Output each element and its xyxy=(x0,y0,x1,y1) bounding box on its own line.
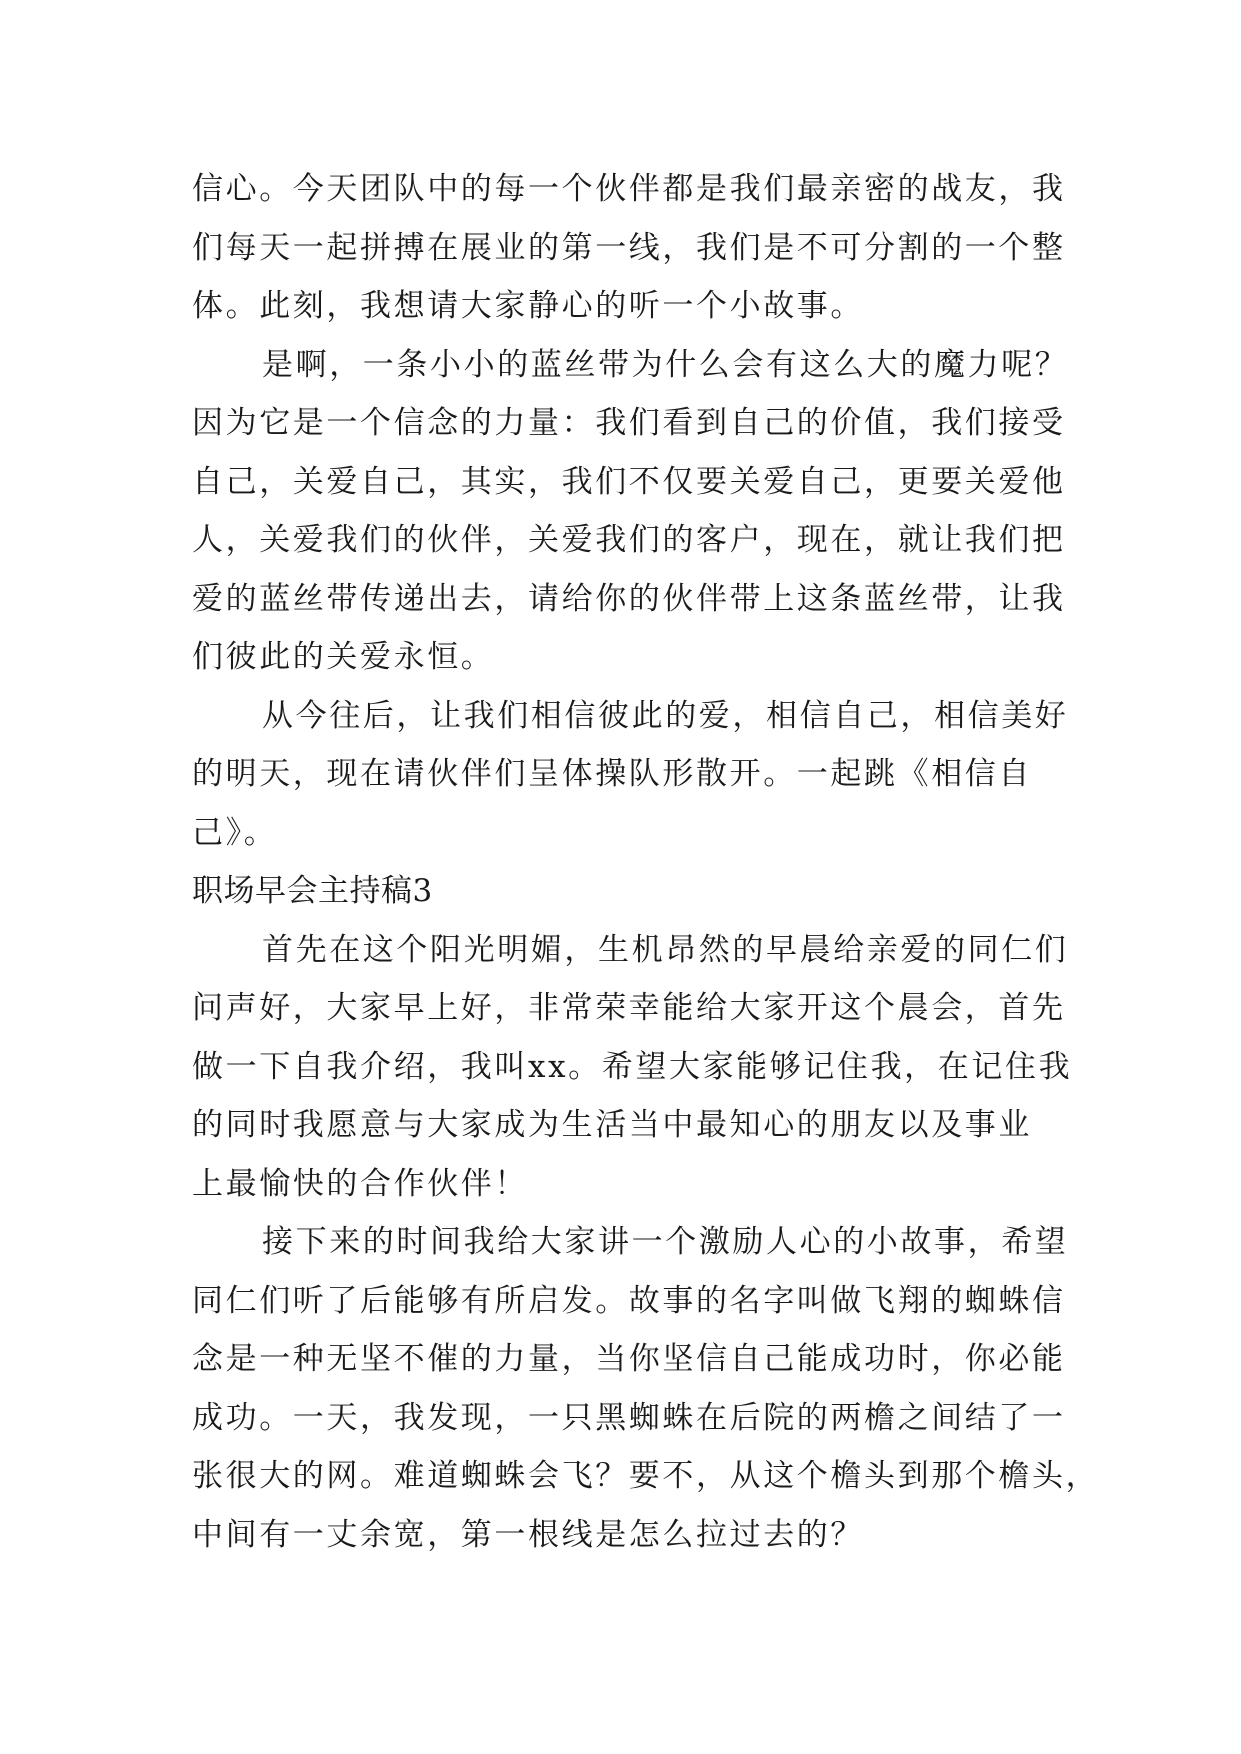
text-line: 因为它是一个信念的力量：我们看到自己的价值，我们接受 xyxy=(192,405,1066,441)
text-line: 们彼此的关爱永恒。 xyxy=(192,639,495,675)
text-line: 问声好，大家早上好，非常荣幸能给大家开这个晨会，首先 xyxy=(192,990,1066,1026)
text-line: 是啊，一条小小的蓝丝带为什么会有这么大的魔力呢？ xyxy=(262,346,1069,383)
paragraph-blue-ribbon xyxy=(192,336,1069,687)
text-line: 从今往后，让我们相信彼此的爱，相信自己，相信美好 xyxy=(262,697,1069,734)
document-body xyxy=(192,160,1100,1564)
text-line: 接下来的时间我给大家讲一个激励人心的小故事，希望 xyxy=(262,1224,1069,1260)
text-line: 们每天一起拼搏在展业的第一线，我们是不可分割的一个整 xyxy=(192,229,1066,266)
text-line: 的明天，现在请伙伴们呈体操队形散开。一起跳《相信自 xyxy=(192,756,1032,792)
text-line: 张很大的网。难道蜘蛛会飞？要不，从这个檐头到那个檐头， xyxy=(192,1458,1100,1494)
text-line: 上最愉快的合作伙伴！ xyxy=(192,1165,528,1202)
text-line: 念是一种无坚不催的力量，当你坚信自己能成功时，你必能 xyxy=(192,1341,1066,1377)
text-line: 信心。今天团队中的每一个伙伴都是我们最亲密的战友，我 xyxy=(192,171,1066,207)
paragraph-spider-story xyxy=(192,1213,1100,1564)
text-line: 成功。一天，我发现，一只黑蜘蛛在后院的两檐之间结了一 xyxy=(192,1399,1066,1436)
text-line: 自己，关爱自己，其实，我们不仅要关爱自己，更要关爱他 xyxy=(192,463,1066,500)
text-line: 爱的蓝丝带传递出去，请给你的伙伴带上这条蓝丝带，让我 xyxy=(192,580,1066,617)
text-line: 的同时我愿意与大家成为生活当中最知心的朋友以及事业 xyxy=(192,1107,1032,1143)
text-line: 首先在这个阳光明媚，生机昂然的早晨给亲爱的同仁们 xyxy=(262,931,1069,968)
paragraph-believe-yourself xyxy=(192,687,1069,863)
text-line: 人，关爱我们的伙伴，关爱我们的客户，现在，就让我们把 xyxy=(192,522,1066,558)
section-heading: 职场早会主持稿3 xyxy=(192,873,433,909)
text-line: 己》。 xyxy=(192,814,278,851)
text-line: 体。此刻，我想请大家静心的听一个小故事。 xyxy=(192,288,864,324)
text-line: 中间有一丈余宽，第一根线是怎么拉过去的？ xyxy=(192,1516,864,1553)
paragraph-greeting xyxy=(192,921,1073,1214)
text-line: 同仁们听了后能够有所启发。故事的名字叫做飞翔的蜘蛛信 xyxy=(192,1282,1066,1319)
text-line: 做一下自我介绍，我叫xx。希望大家能够记住我，在记住我 xyxy=(192,1048,1073,1085)
paragraph-team-trust xyxy=(192,160,1066,336)
